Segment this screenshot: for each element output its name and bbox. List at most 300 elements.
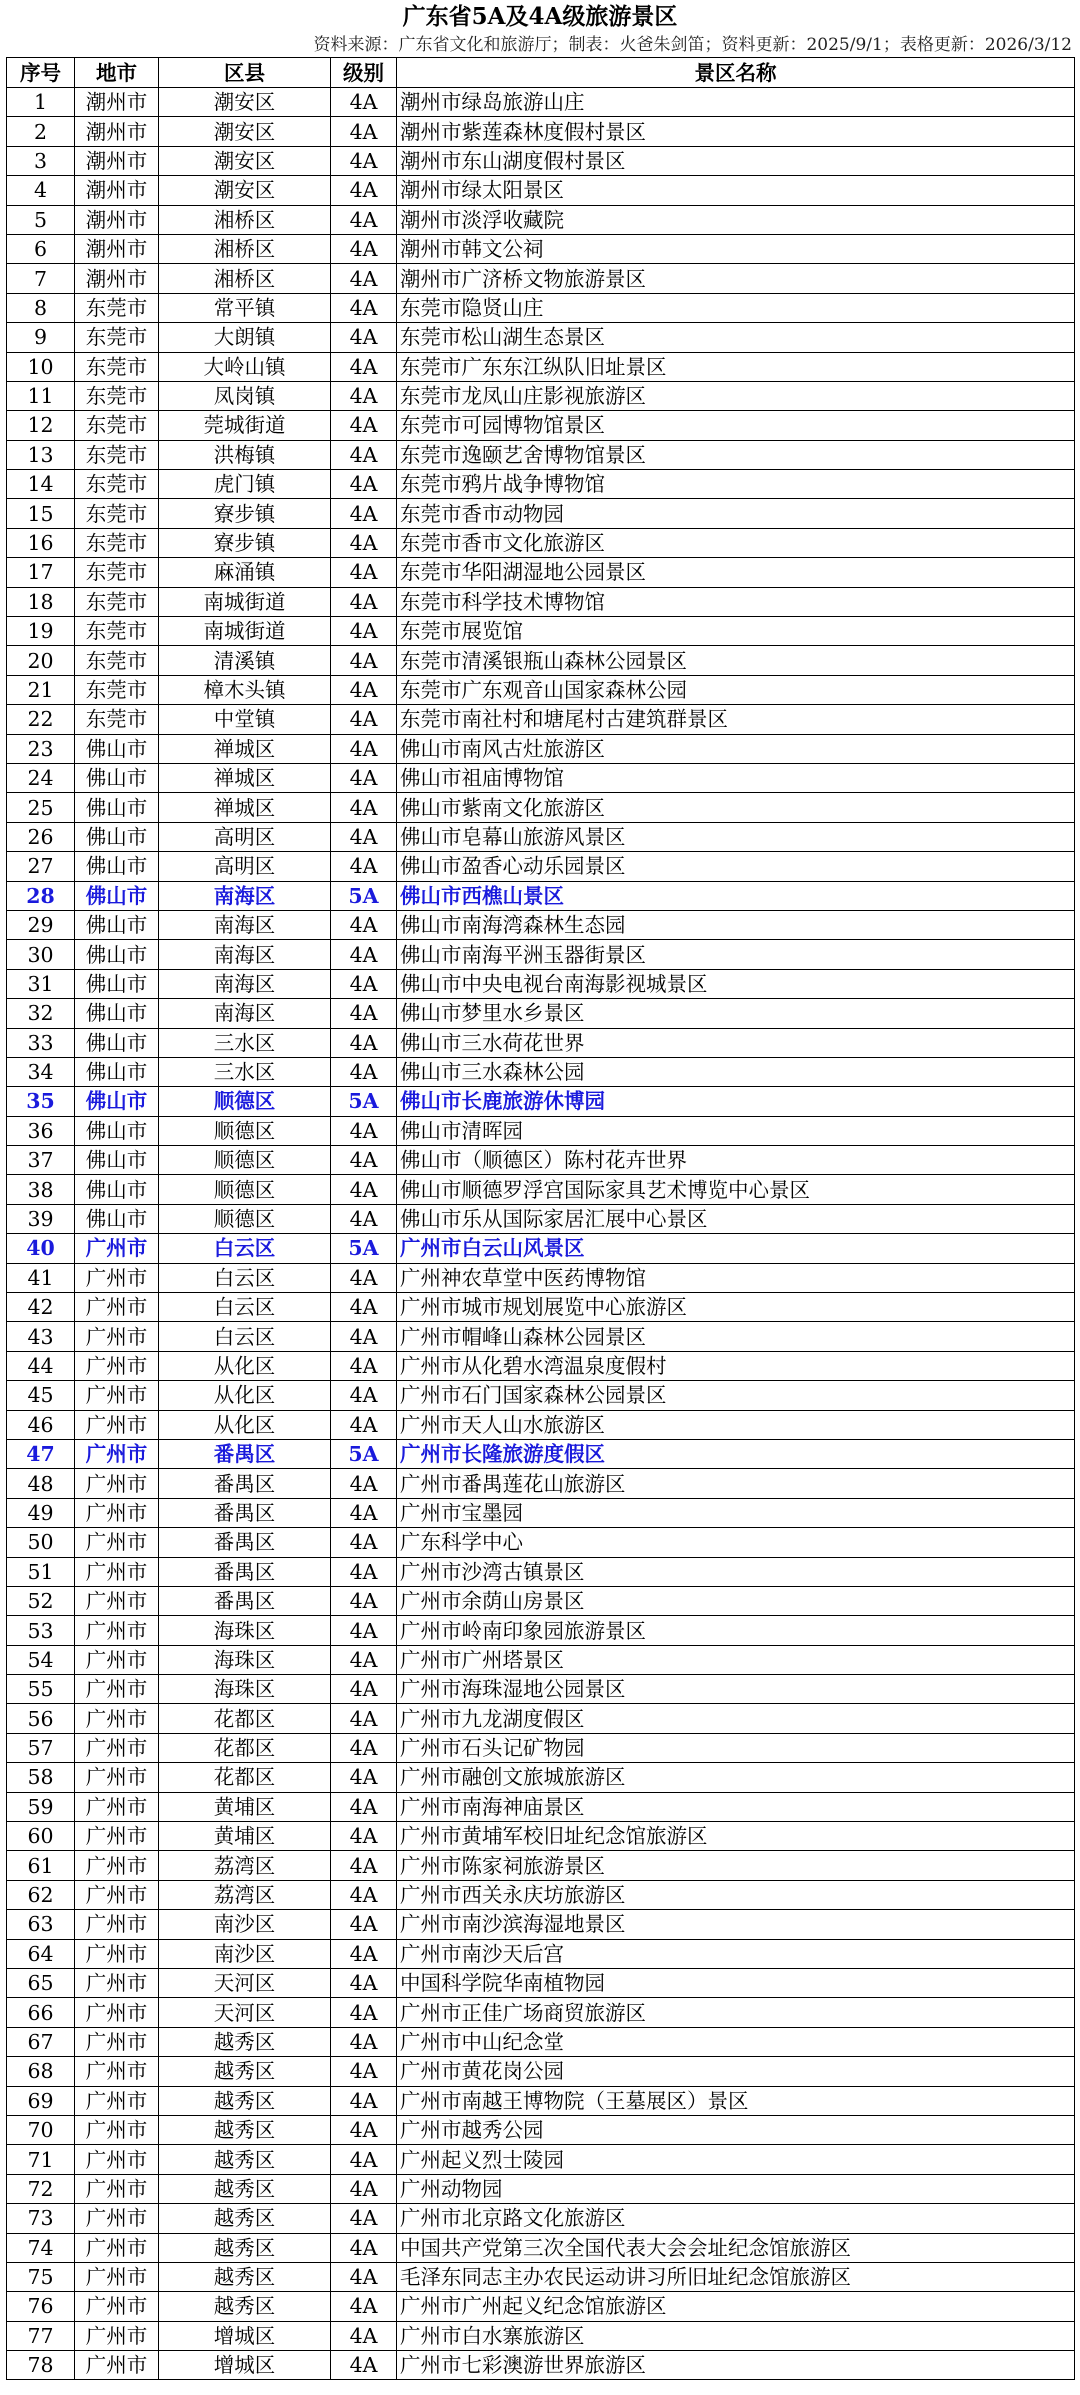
cell-spot-name: 东莞市可园博物馆景区 [397,411,1075,440]
cell-district: 南海区 [159,940,331,969]
cell-district: 高明区 [159,822,331,851]
table-row [7,1939,1075,1968]
cell-district: 三水区 [159,1057,331,1086]
cell-level: 4A [331,1998,397,2027]
cell-spot-name: 广州市广州塔景区 [397,1645,1075,1674]
table-row [7,2351,1075,2380]
cell-district: 白云区 [159,1234,331,1263]
cell-index: 60 [7,1822,75,1851]
cell-level: 4A [331,1939,397,1968]
cell-spot-name: 佛山市三水荷花世界 [397,1028,1075,1057]
cell-index: 35 [7,1087,75,1116]
cell-level: 4A [331,940,397,969]
table-row [7,2233,1075,2262]
cell-level: 4A [331,1822,397,1851]
cell-index: 40 [7,1234,75,1263]
cell-level: 4A [331,1146,397,1175]
cell-district: 湘桥区 [159,234,331,263]
cell-spot-name: 广州市岭南印象园旅游景区 [397,1616,1075,1645]
cell-city: 广州市 [75,1528,159,1557]
cell-level: 4A [331,1263,397,1292]
cell-index: 68 [7,2057,75,2086]
cell-level: 4A [331,1528,397,1557]
table-row [7,793,1075,822]
cell-spot-name: 毛泽东同志主办农民运动讲习所旧址纪念馆旅游区 [397,2262,1075,2291]
cell-district: 南海区 [159,881,331,910]
cell-level: 4A [331,2174,397,2203]
cell-city: 佛山市 [75,1116,159,1145]
cell-city: 佛山市 [75,1146,159,1175]
cell-district: 湘桥区 [159,205,331,234]
cell-level: 4A [331,705,397,734]
cell-level: 4A [331,2057,397,2086]
cell-spot-name: 广州市城市规划展览中心旅游区 [397,1293,1075,1322]
cell-spot-name: 东莞市科学技术博物馆 [397,587,1075,616]
table-row [7,734,1075,763]
table-row [7,2204,1075,2233]
table-row [7,1586,1075,1615]
table-row [7,940,1075,969]
cell-spot-name: 潮州市绿岛旅游山庄 [397,88,1075,117]
cell-spot-name: 东莞市清溪银瓶山森林公园景区 [397,646,1075,675]
cell-district: 花都区 [159,1733,331,1762]
cell-index: 45 [7,1381,75,1410]
table-row [7,1498,1075,1527]
cell-city: 广州市 [75,1498,159,1527]
table-row [7,205,1075,234]
cell-spot-name: 东莞市松山湖生态景区 [397,323,1075,352]
cell-district: 越秀区 [159,2027,331,2056]
cell-index: 26 [7,822,75,851]
cell-city: 东莞市 [75,587,159,616]
table-row [7,1057,1075,1086]
cell-index: 14 [7,470,75,499]
table-row [7,1704,1075,1733]
cell-level: 4A [331,264,397,293]
cell-district: 凤岗镇 [159,381,331,410]
cell-city: 广州市 [75,2115,159,2144]
cell-city: 广州市 [75,1557,159,1586]
cell-city: 广州市 [75,1851,159,1880]
cell-index: 31 [7,969,75,998]
table-row [7,705,1075,734]
cell-index: 73 [7,2204,75,2233]
cell-index: 53 [7,1616,75,1645]
table-row [7,2174,1075,2203]
cell-level: 4A [331,323,397,352]
cell-spot-name: 东莞市隐贤山庄 [397,293,1075,322]
cell-city: 广州市 [75,2292,159,2321]
cell-district: 南沙区 [159,1910,331,1939]
table-row [7,88,1075,117]
cell-index: 78 [7,2351,75,2380]
cell-district: 花都区 [159,1704,331,1733]
table-row [7,2057,1075,2086]
cell-level: 4A [331,675,397,704]
cell-level: 4A [331,2145,397,2174]
cell-spot-name: 佛山市祖庙博物馆 [397,763,1075,792]
cell-index: 9 [7,323,75,352]
cell-spot-name: 佛山市梦里水乡景区 [397,999,1075,1028]
cell-spot-name: 广东科学中心 [397,1528,1075,1557]
cell-index: 67 [7,2027,75,2056]
cell-level: 4A [331,499,397,528]
cell-index: 23 [7,734,75,763]
cell-level: 4A [331,999,397,1028]
cell-city: 广州市 [75,2233,159,2262]
cell-district: 麻涌镇 [159,558,331,587]
table-row [7,323,1075,352]
table-row [7,910,1075,939]
cell-city: 佛山市 [75,910,159,939]
cell-district: 潮安区 [159,117,331,146]
cell-city: 东莞市 [75,617,159,646]
cell-level: 4A [331,646,397,675]
table-row [7,1116,1075,1145]
cell-index: 56 [7,1704,75,1733]
cell-district: 越秀区 [159,2145,331,2174]
cell-district: 大岭山镇 [159,352,331,381]
cell-spot-name: 广州市番禺莲花山旅游区 [397,1469,1075,1498]
table-row [7,881,1075,910]
cell-spot-name: 广州市石头记矿物园 [397,1733,1075,1762]
cell-spot-name: 东莞市香市文化旅游区 [397,528,1075,557]
table-row [7,293,1075,322]
cell-city: 广州市 [75,1822,159,1851]
table-row [7,1322,1075,1351]
cell-index: 24 [7,763,75,792]
cell-spot-name: 广州市七彩澳游世界旅游区 [397,2351,1075,2380]
cell-level: 4A [331,1969,397,1998]
cell-spot-name: 潮州市广济桥文物旅游景区 [397,264,1075,293]
cell-level: 4A [331,470,397,499]
cell-city: 佛山市 [75,1057,159,1086]
cell-spot-name: 广州市南沙滨海湿地景区 [397,1910,1075,1939]
cell-district: 番禺区 [159,1528,331,1557]
cell-index: 61 [7,1851,75,1880]
cell-district: 南城街道 [159,617,331,646]
cell-level: 5A [331,1234,397,1263]
cell-index: 20 [7,646,75,675]
table-row [7,999,1075,1028]
cell-city: 东莞市 [75,352,159,381]
table-row [7,352,1075,381]
cell-city: 佛山市 [75,734,159,763]
cell-city: 广州市 [75,1351,159,1380]
table-row [7,1792,1075,1821]
cell-city: 东莞市 [75,293,159,322]
cell-index: 15 [7,499,75,528]
cell-district: 禅城区 [159,734,331,763]
cell-level: 4A [331,1910,397,1939]
cell-district: 禅城区 [159,793,331,822]
cell-city: 潮州市 [75,176,159,205]
cell-level: 4A [331,2233,397,2262]
cell-spot-name: 佛山市紫南文化旅游区 [397,793,1075,822]
cell-level: 4A [331,558,397,587]
cell-level: 4A [331,734,397,763]
header-spot-name: 景区名称 [397,58,1075,88]
table-header-row [7,58,1075,88]
cell-city: 广州市 [75,2321,159,2350]
cell-index: 50 [7,1528,75,1557]
cell-level: 4A [331,617,397,646]
cell-level: 4A [331,1175,397,1204]
cell-city: 潮州市 [75,234,159,263]
cell-level: 4A [331,2321,397,2350]
table-row [7,117,1075,146]
cell-city: 广州市 [75,1410,159,1439]
cell-level: 4A [331,1557,397,1586]
cell-spot-name: 广州市南沙天后宫 [397,1939,1075,1968]
cell-city: 潮州市 [75,205,159,234]
cell-index: 36 [7,1116,75,1145]
table-row [7,1675,1075,1704]
cell-district: 湘桥区 [159,264,331,293]
cell-index: 43 [7,1322,75,1351]
cell-level: 4A [331,1204,397,1233]
cell-index: 3 [7,146,75,175]
cell-district: 越秀区 [159,2115,331,2144]
cell-district: 南海区 [159,999,331,1028]
cell-level: 4A [331,440,397,469]
cell-level: 4A [331,1351,397,1380]
cell-district: 从化区 [159,1410,331,1439]
table-row [7,1851,1075,1880]
cell-spot-name: 佛山市南风古灶旅游区 [397,734,1075,763]
cell-district: 三水区 [159,1028,331,1057]
cell-index: 42 [7,1293,75,1322]
cell-index: 76 [7,2292,75,2321]
cell-spot-name: 广州市沙湾古镇景区 [397,1557,1075,1586]
cell-spot-name: 潮州市淡浮收藏院 [397,205,1075,234]
cell-district: 荔湾区 [159,1880,331,1909]
cell-district: 莞城街道 [159,411,331,440]
cell-index: 66 [7,1998,75,2027]
cell-city: 佛山市 [75,881,159,910]
header-city: 地市 [75,58,159,88]
table-row [7,528,1075,557]
cell-spot-name: 广州市从化碧水湾温泉度假村 [397,1351,1075,1380]
cell-district: 洪梅镇 [159,440,331,469]
cell-level: 4A [331,1498,397,1527]
cell-level: 4A [331,822,397,851]
table-row [7,558,1075,587]
cell-city: 广州市 [75,1939,159,1968]
cell-district: 越秀区 [159,2204,331,2233]
table-row [7,1998,1075,2027]
table-row [7,1822,1075,1851]
table-row [7,675,1075,704]
cell-spot-name: 广州市九龙湖度假区 [397,1704,1075,1733]
table-row [7,1146,1075,1175]
cell-district: 天河区 [159,1998,331,2027]
cell-level: 4A [331,1381,397,1410]
cell-district: 高明区 [159,852,331,881]
cell-spot-name: 佛山市乐从国际家居汇展中心景区 [397,1204,1075,1233]
cell-city: 东莞市 [75,675,159,704]
cell-index: 28 [7,881,75,910]
table-row [7,1763,1075,1792]
cell-spot-name: 东莞市展览馆 [397,617,1075,646]
cell-level: 4A [331,793,397,822]
cell-spot-name: 广州市石门国家森林公园景区 [397,1381,1075,1410]
table-row [7,1910,1075,1939]
cell-city: 佛山市 [75,1175,159,1204]
cell-city: 潮州市 [75,88,159,117]
cell-index: 54 [7,1645,75,1674]
table-row [7,1204,1075,1233]
cell-district: 番禺区 [159,1469,331,1498]
cell-city: 东莞市 [75,646,159,675]
table-row [7,646,1075,675]
cell-city: 广州市 [75,1645,159,1674]
cell-spot-name: 佛山市长鹿旅游休博园 [397,1087,1075,1116]
table-row [7,1234,1075,1263]
table-row [7,617,1075,646]
cell-district: 增城区 [159,2321,331,2350]
cell-district: 虎门镇 [159,470,331,499]
cell-spot-name: 潮州市紫莲森林度假村景区 [397,117,1075,146]
cell-city: 广州市 [75,1969,159,1998]
table-row [7,1528,1075,1557]
cell-spot-name: 佛山市顺德罗浮宫国际家具艺术博览中心景区 [397,1175,1075,1204]
cell-spot-name: 广州起义烈士陵园 [397,2145,1075,2174]
cell-index: 71 [7,2145,75,2174]
cell-district: 海珠区 [159,1645,331,1674]
cell-city: 东莞市 [75,705,159,734]
cell-level: 4A [331,146,397,175]
cell-city: 东莞市 [75,411,159,440]
cell-city: 佛山市 [75,763,159,792]
cell-index: 21 [7,675,75,704]
cell-index: 38 [7,1175,75,1204]
cell-index: 63 [7,1910,75,1939]
cell-spot-name: 佛山市南海湾森林生态园 [397,910,1075,939]
cell-district: 南海区 [159,910,331,939]
table-row [7,470,1075,499]
cell-district: 大朗镇 [159,323,331,352]
table-row [7,411,1075,440]
cell-level: 5A [331,1439,397,1468]
cell-spot-name: 广州动物园 [397,2174,1075,2203]
table-row [7,2086,1075,2115]
cell-level: 4A [331,352,397,381]
cell-spot-name: 广州市陈家祠旅游景区 [397,1851,1075,1880]
cell-city: 佛山市 [75,1087,159,1116]
table-row [7,1969,1075,1998]
cell-district: 海珠区 [159,1675,331,1704]
cell-city: 广州市 [75,1733,159,1762]
cell-spot-name: 广州市正佳广场商贸旅游区 [397,1998,1075,2027]
cell-spot-name: 广州市广州起义纪念馆旅游区 [397,2292,1075,2321]
cell-district: 越秀区 [159,2262,331,2291]
scenic-spots-table [6,57,1075,2380]
cell-index: 30 [7,940,75,969]
cell-city: 东莞市 [75,470,159,499]
cell-level: 4A [331,910,397,939]
cell-spot-name: 东莞市广东观音山国家森林公园 [397,675,1075,704]
cell-spot-name: 广州市长隆旅游度假区 [397,1439,1075,1468]
cell-spot-name: 广州市融创文旅城旅游区 [397,1763,1075,1792]
cell-spot-name: 佛山市南海平洲玉器街景区 [397,940,1075,969]
cell-city: 广州市 [75,1880,159,1909]
cell-city: 潮州市 [75,146,159,175]
cell-index: 37 [7,1146,75,1175]
cell-city: 东莞市 [75,558,159,587]
cell-spot-name: 东莞市龙凤山庄影视旅游区 [397,381,1075,410]
cell-level: 4A [331,2262,397,2291]
cell-city: 佛山市 [75,969,159,998]
cell-index: 72 [7,2174,75,2203]
cell-district: 潮安区 [159,176,331,205]
cell-level: 4A [331,587,397,616]
cell-city: 广州市 [75,2145,159,2174]
cell-spot-name: 广州市海珠湿地公园景区 [397,1675,1075,1704]
cell-spot-name: 广州市中山纪念堂 [397,2027,1075,2056]
cell-district: 顺德区 [159,1116,331,1145]
cell-district: 白云区 [159,1322,331,1351]
table-row [7,852,1075,881]
cell-index: 8 [7,293,75,322]
cell-spot-name: 广州市北京路文化旅游区 [397,2204,1075,2233]
cell-city: 佛山市 [75,822,159,851]
table-row [7,440,1075,469]
cell-level: 4A [331,1322,397,1351]
cell-spot-name: 东莞市逸颐艺舍博物馆景区 [397,440,1075,469]
table-row [7,381,1075,410]
table-row [7,1880,1075,1909]
cell-index: 39 [7,1204,75,1233]
cell-spot-name: 广州市黄埔军校旧址纪念馆旅游区 [397,1822,1075,1851]
header-district: 区县 [159,58,331,88]
source-line: 资料来源：广东省文化和旅游厅；制表：火爸朱剑笛；资料更新：2025/9/1；表格更新：2026/3/12 [313,35,1072,55]
table-row [7,763,1075,792]
cell-index: 33 [7,1028,75,1057]
cell-city: 广州市 [75,1322,159,1351]
cell-level: 4A [331,969,397,998]
table-row [7,587,1075,616]
cell-spot-name: 佛山市西樵山景区 [397,881,1075,910]
cell-spot-name: 佛山市盈香心动乐园景区 [397,852,1075,881]
cell-index: 4 [7,176,75,205]
cell-index: 65 [7,1969,75,1998]
cell-level: 4A [331,528,397,557]
cell-district: 寮步镇 [159,499,331,528]
cell-district: 常平镇 [159,293,331,322]
cell-level: 5A [331,1087,397,1116]
cell-district: 番禺区 [159,1439,331,1468]
cell-district: 樟木头镇 [159,675,331,704]
cell-city: 广州市 [75,1763,159,1792]
cell-level: 4A [331,1293,397,1322]
cell-district: 潮安区 [159,88,331,117]
table-row [7,176,1075,205]
cell-district: 增城区 [159,2351,331,2380]
cell-level: 4A [331,176,397,205]
cell-city: 潮州市 [75,264,159,293]
cell-district: 顺德区 [159,1087,331,1116]
cell-district: 天河区 [159,1969,331,1998]
cell-district: 顺德区 [159,1175,331,1204]
cell-city: 佛山市 [75,1028,159,1057]
cell-city: 东莞市 [75,499,159,528]
table-row [7,1381,1075,1410]
cell-spot-name: 广州市宝墨园 [397,1498,1075,1527]
cell-index: 5 [7,205,75,234]
cell-spot-name: 东莞市南社村和塘尾村古建筑群景区 [397,705,1075,734]
cell-district: 潮安区 [159,146,331,175]
